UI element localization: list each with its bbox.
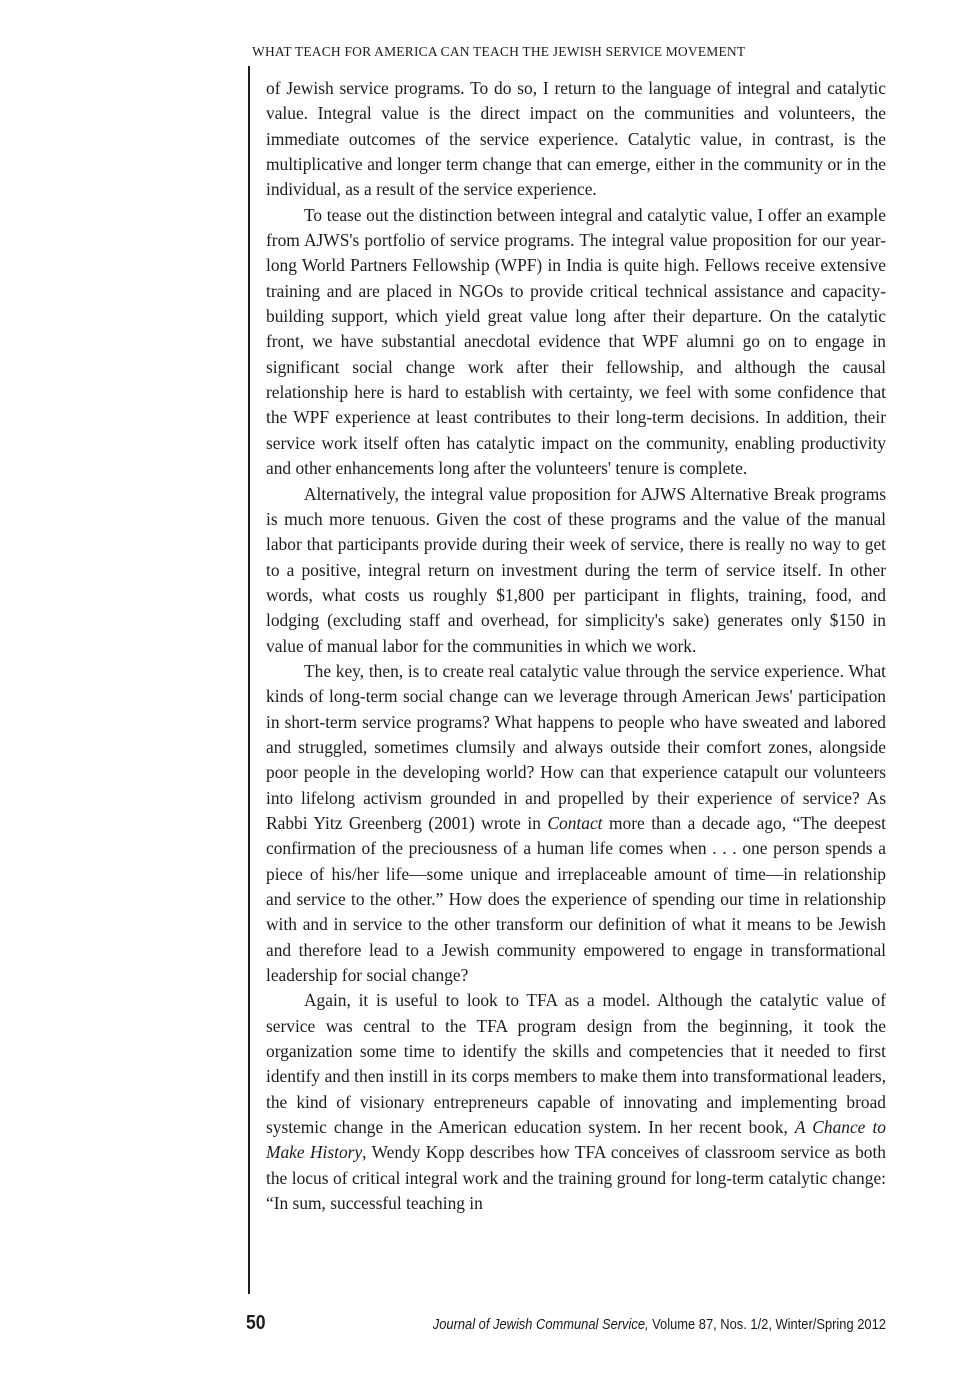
paragraph-2: To tease out the distinction between integral and catalytic value, I offer an example from AJWS's portfolio of service programs. The integral value proposition for our year-long World Partners Fellowship (WPF) in India is quite high. Fellows receive extensive training and are placed in NGOs to provide critical technical assistance and capacity-building support, which yield great value long after their departure. On the catalytic front, we have substantial anecdotal evidence that WPF alumni go on to engage in significant social change work after their fellowship, and although the causal relationship here is hard to establish with certainty, we feel with some confidence that the WPF experience at least contributes to their long-term decisions. In addition, their service work itself often has catalytic impact on the community, enabling productivity and other enhancements long after the volunteers' tenure is complete.: [266, 204, 886, 479]
journal-title: Journal of Jewish Communal Service,: [432, 1316, 649, 1333]
margin-rule: [248, 66, 250, 1294]
paragraph-4-text-a: The key, then, is to create real catalytic value through the service experience. What kinds of long-term social change can we leverage through American Jews' participation in short-term service programs? What happens to people who have sweated and labored and struggled, sometimes clumsily and always outside their comfort zones, alongside poor people in the developing world? How can that experience catapult our volunteers into lifelong activism grounded in and propelled by their experience of service? As Rabbi Yitz Greenberg (2001) wrote in: [266, 660, 886, 833]
contact-title: Contact: [547, 812, 603, 833]
paragraph-1: of Jewish service programs. To do so, I return to the language of integral and catalytic value. Integral value is the direct impact on the communities and volunteers, the immediate outcomes of the service experience. Catalytic value, in contrast, is the multiplicative and longer term change that can emerge, either in the community or in the individual, as a result of the service experience.: [266, 78, 886, 200]
paragraph-4-text-b: more than a decade ago, “The deepest confirmation of the preciousness of a human life comes when . . . one person spends a piece of his/her life—some unique and irreplaceable amount of time—in relationship and service to the other.” How does the experience of spending our time in relationship with and in service to the other transform our definition of what it means to be Jewish and therefore lead to a Jewish community empowered to engage in transformational leadership for social change?: [266, 812, 886, 986]
article-body: [266, 76, 886, 1216]
paragraph-4: [266, 659, 886, 988]
paragraph-5-text-a: Again, it is useful to look to TFA as a model. Although the catalytic value of service was central to the TFA program design from the beginning, it took the organization some time to identify the skills and competencies that it needed to first identify and then instill in its corps members to make them into transformational leaders, the kind of visionary entrepreneurs capable of innovating and implementing broad systemic change in the American education system. In her recent book,: [266, 990, 886, 1138]
paragraph-3: Alternatively, the integral value proposition for AJWS Alternative Break programs is much more tenuous. Given the cost of these programs and the value of the manual labor that participants provide during their week of service, there is really no way to get to a positive, integral return on investment during the term of service itself. In other words, what costs us roughly $1,800 per participant in flights, training, food, and lodging (excluding staff and overhead, for simplicity's sake) generates only $150 in value of manual labor for the communities in which we work.: [266, 483, 886, 656]
book-title: A Chance to Make History: [266, 1117, 887, 1163]
journal-issue: Volume 87, Nos. 1/2, Winter/Spring 2012: [648, 1316, 886, 1333]
page-number: 50: [246, 1312, 266, 1334]
paragraph-5: [266, 988, 886, 1216]
running-head: WHAT TEACH FOR AMERICA CAN TEACH THE JEWISH SERVICE MOVEMENT: [252, 44, 746, 59]
journal-citation: [433, 1316, 886, 1333]
paragraph-5-text-b: , Wendy Kopp describes how TFA conceives of classroom service as both the locus of critical integral work and the training ground for long-term catalytic change: “In sum, successful teaching in: [266, 1142, 886, 1214]
